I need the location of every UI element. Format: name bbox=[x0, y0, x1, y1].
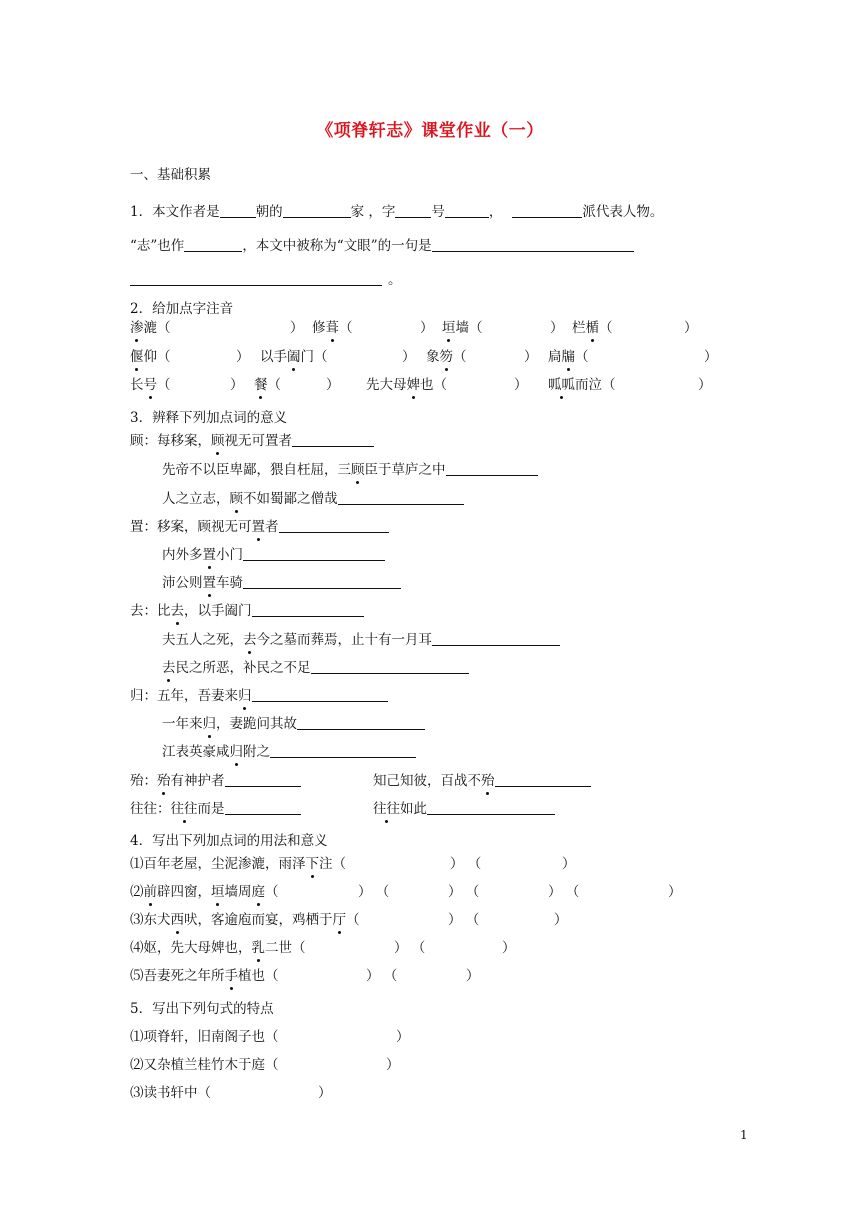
q4-row: ⑶东犬西吠，客逾庖而宴，鸡栖于厅（ ） （ ） bbox=[130, 912, 568, 928]
pinyin-row-2: 偃仰（ ） 以手阖门（ ） 象笏（ ） 扃牖（ ） bbox=[130, 349, 718, 365]
section-heading-1: 一、基础积累 bbox=[130, 167, 211, 183]
blank[interactable] bbox=[311, 659, 469, 674]
q5-row: ⑶读书轩中（ ） bbox=[130, 1085, 332, 1101]
q5-row: ⑵又杂植兰桂竹木于庭（ ） bbox=[130, 1057, 400, 1073]
section-heading-2: 2．给加点字注音 bbox=[130, 301, 234, 317]
q3-row: 人之立志，顾不如蜀鄙之僧哉 bbox=[162, 490, 464, 508]
blank[interactable] bbox=[283, 203, 351, 218]
q3-row: 一年来归，妻跪问其故 bbox=[162, 715, 425, 733]
blank[interactable] bbox=[292, 432, 374, 447]
section-heading-3: 3．辨释下列加点词的意义 bbox=[130, 410, 288, 426]
q3-row: 置：移案，顾视无可置者 bbox=[130, 518, 389, 536]
blank[interactable] bbox=[220, 203, 256, 218]
blank[interactable] bbox=[395, 203, 431, 218]
blank[interactable] bbox=[446, 461, 538, 476]
blank[interactable] bbox=[432, 237, 634, 252]
q3-row: 知己知彼，百战不殆 bbox=[373, 772, 591, 790]
q1-line-3: 。 bbox=[130, 271, 402, 289]
page-title: 《项脊轩志》课堂作业（一） bbox=[316, 121, 544, 141]
q3-row: 内外多置小门 bbox=[162, 546, 385, 564]
q1-line-2: “志”也作 ，本文中被称为“文眼”的一句是 bbox=[130, 237, 634, 255]
blank[interactable] bbox=[252, 687, 388, 702]
blank[interactable] bbox=[225, 800, 301, 815]
q4-row: ⑸吾妻死之年所手植也（ ） （ ） bbox=[130, 968, 480, 984]
blank[interactable] bbox=[270, 743, 416, 758]
blank[interactable] bbox=[225, 772, 301, 787]
q1-line-1: 1．本文作者是 朝的 家 ，字 号 ， 派代表人物。 bbox=[130, 204, 664, 220]
q4-row: ⑵前辟四窗，垣墙周庭（ ） （ ） （ ） （ ） bbox=[130, 884, 682, 900]
q3-row: 往往如此 bbox=[373, 800, 555, 818]
blank[interactable] bbox=[243, 546, 385, 561]
q4-row: ⑷妪，先大母婢也，乳二世（ ） （ ） bbox=[130, 940, 516, 956]
q3-row: 殆：殆有神护者 bbox=[130, 772, 301, 790]
blank[interactable] bbox=[512, 203, 582, 218]
blank[interactable] bbox=[338, 490, 464, 505]
q3-row: 去：比去，以手阖门 bbox=[130, 602, 364, 620]
q3-row: 先帝不以臣卑鄙，猥自枉屈，三顾臣于草庐之中 bbox=[162, 461, 538, 479]
q3-row: 顾：每移案，顾视无可置者 bbox=[130, 432, 374, 450]
q3-row: 沛公则置车骑 bbox=[162, 574, 401, 592]
pinyin-row-1: 渗漉（ ） 修葺（ ） 垣墙（ ） 栏楯（ ） bbox=[130, 320, 698, 336]
blank[interactable] bbox=[445, 203, 489, 218]
q3-row: 往往：往往而是 bbox=[130, 800, 301, 818]
blank[interactable] bbox=[432, 631, 560, 646]
blank[interactable] bbox=[252, 602, 364, 617]
blank[interactable] bbox=[297, 715, 425, 730]
section-heading-5: 5．写出下列句式的特点 bbox=[130, 1001, 274, 1017]
pinyin-row-3: 长号（ ） 餐（ ） 先大母婢也（ ） 呱呱而泣（ ） bbox=[130, 377, 712, 393]
q3-row: 夫五人之死，去今之墓而葬焉，止十有一月耳 bbox=[162, 631, 560, 649]
q4-row: ⑴百年老屋，尘泥渗漉，雨泽下注（ ） （ ） bbox=[130, 856, 576, 872]
q3-row: 去民之所恶，补民之不足 bbox=[162, 659, 469, 677]
blank[interactable] bbox=[130, 271, 382, 286]
q5-row: ⑴项脊轩，旧南阁子也（ ） bbox=[130, 1029, 410, 1045]
blank[interactable] bbox=[184, 237, 242, 252]
section-heading-4: 4．写出下列加点词的用法和意义 bbox=[130, 833, 328, 849]
blank[interactable] bbox=[243, 574, 401, 589]
q3-row: 归：五年，吾妻来归 bbox=[130, 687, 388, 705]
blank[interactable] bbox=[427, 800, 555, 815]
blank[interactable] bbox=[495, 772, 591, 787]
q3-row: 江表英豪咸归附之 bbox=[162, 743, 416, 761]
page-number: 1 bbox=[740, 1128, 748, 1142]
blank[interactable] bbox=[279, 518, 389, 533]
